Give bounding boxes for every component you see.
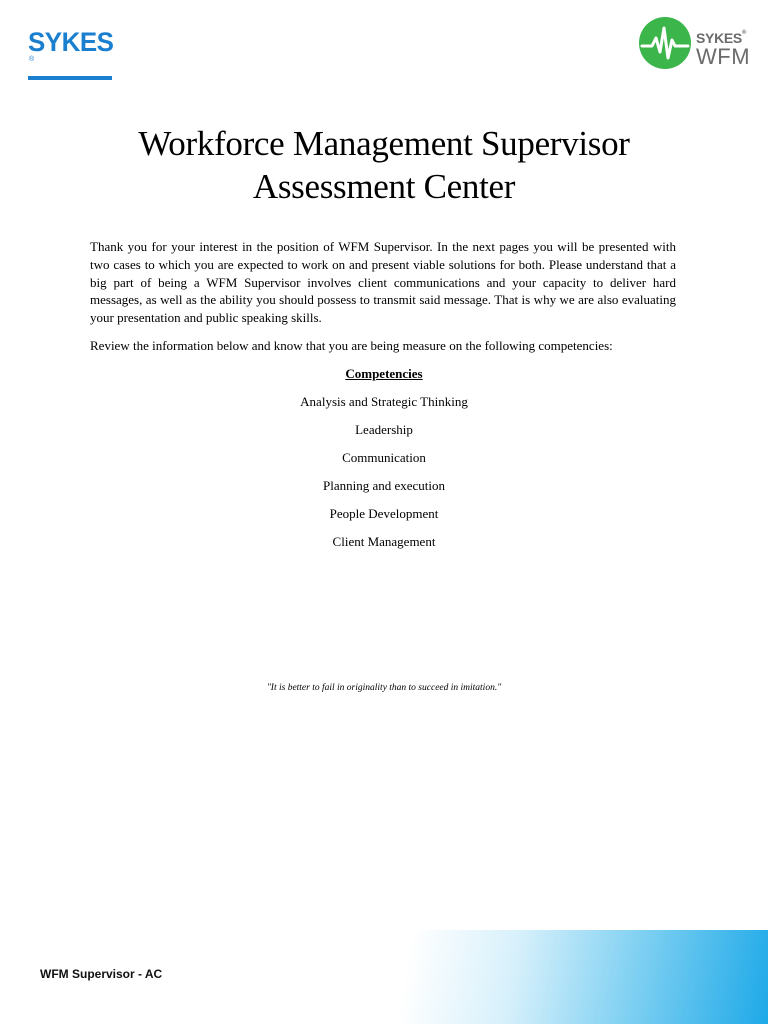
sykes-logo-text: SYKES [28,27,114,57]
competencies-section [0,365,768,561]
sykes-logo-reg-mark: ® [29,56,35,63]
competency-item: Leadership [355,422,413,437]
title-line-1: Workforce Management Supervisor [138,124,630,163]
sykes-logo-underline [28,76,112,80]
intro-paragraph: Thank you for your interest in the position of WFM Supervisor. In the next pages you will be presented with two cases to which you are expected to work on and present viable solutions for both. Please understand that a big part of being a WFM Supervisor involves client communications and your capacity to deliver hard messages, as well as the ability you should possess to transmit said message. That is why we are also evaluating your presentation and public speaking skills. [90,239,676,326]
competency-item: Analysis and Strategic Thinking [300,394,468,409]
sykes-logo [28,28,118,80]
review-paragraph: Review the information below and know that you are being measure on the following competencies: [90,338,613,353]
footer-label: WFM Supervisor - AC [40,967,163,981]
heartbeat-icon [638,16,692,70]
sykes-wfm-logo [638,16,758,72]
title-line-2: Assessment Center [252,167,516,206]
page-title [0,122,768,208]
competency-item: Planning and execution [322,478,446,493]
competencies-heading: Competencies [345,366,423,381]
competency-item: People Development [329,506,439,521]
footer-accent [380,930,768,1024]
quote: "It is better to fail in originality than to succeed in imitation." [266,683,502,693]
sykes-wfm-brand-text: SYKES [696,30,742,46]
competency-item: Communication [342,450,426,465]
wfm-logo-text: WFM [696,44,751,69]
sykes-wfm-reg-mark: ® [741,30,747,36]
competency-item: Client Management [332,534,436,549]
